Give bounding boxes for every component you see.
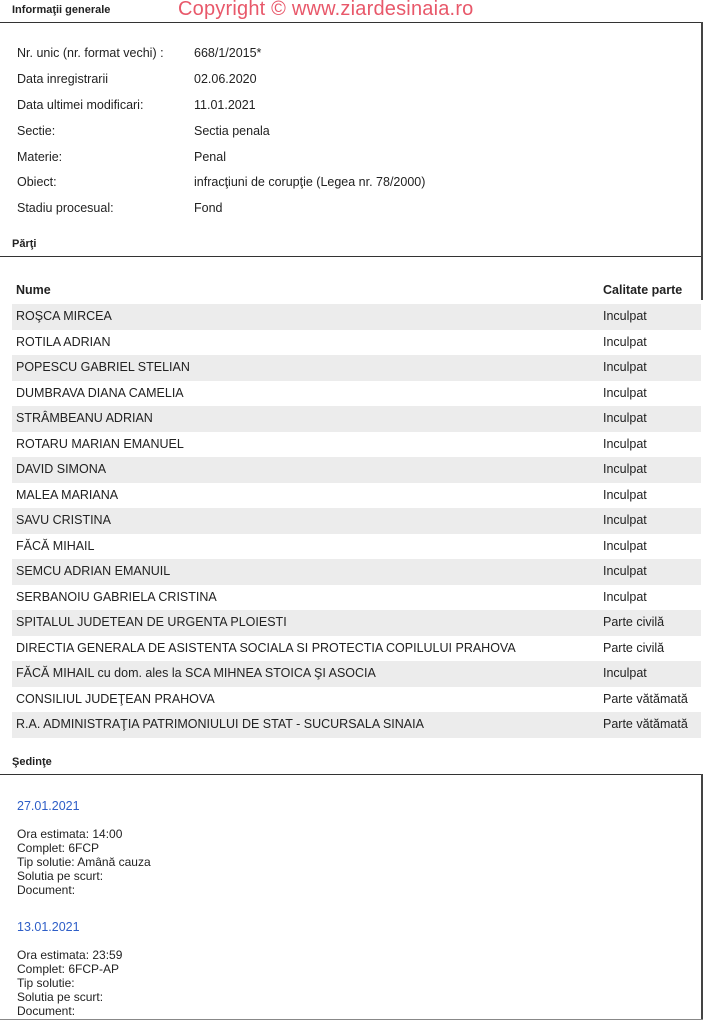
info-value: Penal [194, 150, 226, 164]
party-role: Inculpat [603, 411, 647, 425]
party-role: Inculpat [603, 462, 647, 476]
party-name: FĂCĂ MIHAIL [16, 538, 95, 553]
party-name: ROTARU MARIAN EMANUEL [16, 436, 184, 451]
party-role: Inculpat [603, 538, 647, 553]
table-row [12, 381, 701, 407]
party-role: Parte civilă [603, 615, 665, 629]
party-name: FĂCĂ MIHAIL cu dom. ales la SCA MIHNEA STOICA ŞI ASOCIA [16, 666, 376, 680]
hearing-detail: Ora estimata: 14:00 [17, 827, 123, 841]
table-row [12, 687, 701, 713]
hearing-detail: Complet: 6FCP [17, 841, 100, 855]
info-label: Data inregistrarii [17, 72, 109, 86]
info-value: 02.06.2020 [194, 72, 257, 86]
party-role: Inculpat [603, 360, 647, 374]
hearing-detail: Solutia pe scurt: [17, 869, 104, 883]
info-value: Fond [194, 201, 223, 215]
copyright-watermark: Copyright © www.ziardesinaia.ro [178, 0, 474, 20]
party-name: DAVID SIMONA [16, 462, 107, 476]
party-role: Inculpat [603, 564, 647, 578]
hearing-item [17, 920, 122, 1018]
party-name: SPITALUL JUDETEAN DE URGENTA PLOIESTI [16, 615, 287, 629]
info-value: 668/1/2015* [194, 46, 262, 60]
party-name: POPESCU GABRIEL STELIAN [16, 360, 190, 374]
table-row [12, 636, 701, 662]
hearings-header [0, 752, 703, 775]
bottom-divider [0, 1019, 703, 1020]
info-label: Obiect: [17, 175, 57, 189]
general-info-title: Informaţii generale [12, 4, 111, 16]
party-name: SAVU CRISTINA [16, 513, 111, 527]
party-role: Inculpat [603, 334, 647, 349]
table-row [12, 355, 701, 381]
hearing-detail: Document: [17, 883, 76, 897]
hearing-date: 13.01.2021 [17, 920, 80, 934]
table-row [12, 330, 701, 356]
table-row [12, 534, 701, 560]
hearings-title: Şedinţe [12, 756, 52, 768]
table-row [12, 304, 701, 330]
info-label: Data ultimei modificari: [17, 98, 144, 112]
info-value: infracţiuni de corupţie (Legea nr. 78/2000) [194, 175, 426, 189]
hearing-detail: Ora estimata: 23:59 [17, 948, 123, 962]
party-name: STRÂMBEANU ADRIAN [16, 411, 153, 425]
party-role: Inculpat [603, 589, 647, 604]
hearing-detail: Document: [17, 1004, 76, 1018]
column-header-name: Nume [16, 283, 51, 297]
hearing-detail: Solutia pe scurt: [17, 990, 104, 1004]
table-row [12, 432, 701, 458]
party-name: SERBANOIU GABRIELA CRISTINA [16, 589, 217, 604]
info-label: Stadiu procesual: [17, 201, 114, 215]
party-role: Parte civilă [603, 640, 665, 655]
table-row [12, 661, 701, 687]
party-name: ROTILA ADRIAN [16, 334, 111, 349]
party-role: Inculpat [603, 513, 647, 527]
column-header-role: Calitate parte [603, 283, 683, 297]
hearing-detail: Tip solutie: [17, 976, 75, 990]
table-row [12, 585, 701, 611]
table-row [12, 406, 701, 432]
hearing-detail: Complet: 6FCP-AP [17, 962, 120, 976]
info-value: 11.01.2021 [194, 98, 256, 112]
info-value: Sectia penala [194, 124, 270, 138]
table-row [12, 610, 701, 636]
parties-table-header [0, 280, 703, 302]
hearing-item [17, 799, 151, 897]
party-role: Inculpat [603, 436, 647, 451]
hearing-date: 27.01.2021 [17, 799, 80, 813]
party-role: Inculpat [603, 666, 647, 680]
table-row [12, 712, 701, 738]
party-name: DIRECTIA GENERALA DE ASISTENTA SOCIALA SI PROTECTIA COPILULUI PRAHOVA [16, 640, 516, 655]
table-row [12, 457, 701, 483]
party-role: Inculpat [603, 385, 647, 400]
party-name: DUMBRAVA DIANA CAMELIA [16, 385, 184, 400]
table-row [12, 559, 701, 585]
party-role: Inculpat [603, 487, 647, 502]
info-label: Materie: [17, 150, 63, 164]
table-row [12, 508, 701, 534]
table-row [12, 483, 701, 509]
party-role: Parte vătămată [603, 717, 688, 731]
party-role: Inculpat [603, 309, 647, 323]
parties-header [0, 234, 703, 257]
info-label: Nr. unic (nr. format vechi) : [17, 46, 164, 60]
party-name: CONSILIUL JUDEŢEAN PRAHOVA [16, 691, 215, 706]
party-name: MALEA MARIANA [16, 487, 119, 502]
party-role: Parte vătămată [603, 691, 688, 706]
party-name: R.A. ADMINISTRAŢIA PATRIMONIULUI DE STAT - SUCURSALA SINAIA [16, 717, 424, 731]
party-name: ROŞCA MIRCEA [16, 309, 112, 323]
party-name: SEMCU ADRIAN EMANUIL [16, 564, 171, 578]
parties-title: Părţi [12, 238, 37, 250]
hearing-detail: Tip solutie: Amână cauza [17, 855, 151, 869]
info-label: Sectie: [17, 124, 56, 138]
